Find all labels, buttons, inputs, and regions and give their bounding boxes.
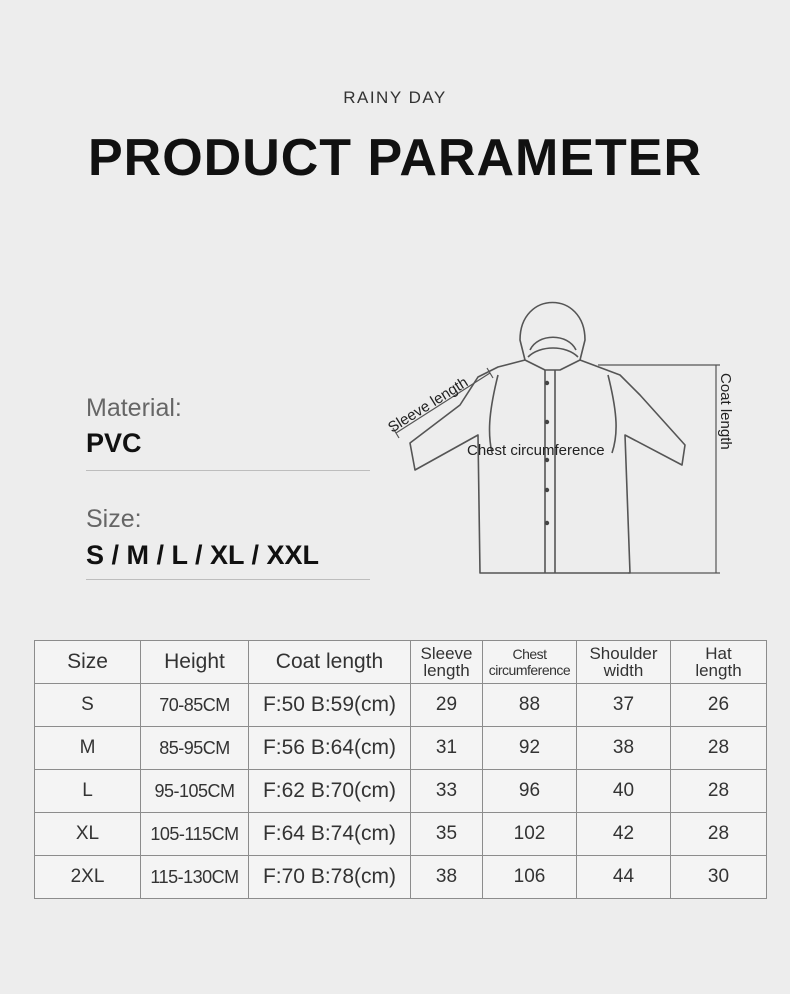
coat-length-label: Coat length bbox=[717, 373, 734, 450]
cell-shoulder: 37 bbox=[577, 684, 671, 727]
header-height: Height bbox=[141, 641, 249, 684]
size-label: Size: bbox=[86, 505, 142, 533]
cell-height: 115-130CM bbox=[141, 856, 249, 899]
material-value: PVC bbox=[86, 428, 142, 458]
header-sleeve-line-1: Sleeve bbox=[420, 644, 473, 663]
page-title: PRODUCT PARAMETER bbox=[87, 129, 703, 187]
cell-size: S bbox=[35, 684, 141, 727]
cell-sleeve-length: 31 bbox=[411, 727, 483, 770]
header-sleeve-line-2: length bbox=[423, 661, 470, 680]
cell-shoulder: 40 bbox=[577, 770, 671, 813]
header-hat-line-1: Hat bbox=[705, 644, 732, 663]
header-size: Size bbox=[35, 641, 141, 684]
cell-size: L bbox=[35, 770, 141, 813]
chest-circumference-label: Chest circumference bbox=[467, 442, 605, 459]
cell-coat-length: F:64 B:74(cm) bbox=[249, 813, 411, 856]
header-chest-circumference bbox=[483, 641, 577, 684]
cell-sleeve-length: 35 bbox=[411, 813, 483, 856]
sleeve-length-label: Sleeve length bbox=[385, 373, 472, 437]
table-header-row bbox=[35, 641, 767, 684]
cell-coat-length: F:56 B:64(cm) bbox=[249, 727, 411, 770]
cell-shoulder: 42 bbox=[577, 813, 671, 856]
cell-sleeve-length: 38 bbox=[411, 856, 483, 899]
cell-height: 70-85CM bbox=[141, 684, 249, 727]
cell-hat-length: 28 bbox=[671, 813, 767, 856]
cell-hat-length: 28 bbox=[671, 770, 767, 813]
cell-chest: 102 bbox=[483, 813, 577, 856]
cell-hat-length: 26 bbox=[671, 684, 767, 727]
spec-divider bbox=[86, 579, 370, 580]
header-shoulder-line-1: Shoulder bbox=[589, 644, 658, 663]
table-row bbox=[35, 770, 767, 813]
cell-height: 95-105CM bbox=[141, 770, 249, 813]
header-hat-line-2: length bbox=[695, 661, 742, 680]
coat-length-measure-line bbox=[598, 365, 720, 573]
header-chest-line-1: Chest bbox=[512, 646, 547, 662]
raincoat-outline-icon bbox=[410, 303, 685, 574]
cell-hat-length: 28 bbox=[671, 727, 767, 770]
cell-coat-length: F:50 B:59(cm) bbox=[249, 684, 411, 727]
table-row bbox=[35, 684, 767, 727]
header-coat-length: Coat length bbox=[249, 641, 411, 684]
header-hat-length bbox=[671, 641, 767, 684]
cell-shoulder: 38 bbox=[577, 727, 671, 770]
cell-height: 85-95CM bbox=[141, 727, 249, 770]
spec-divider bbox=[86, 470, 370, 471]
cell-chest: 88 bbox=[483, 684, 577, 727]
cell-size: M bbox=[35, 727, 141, 770]
cell-coat-length: F:70 B:78(cm) bbox=[249, 856, 411, 899]
cell-sleeve-length: 33 bbox=[411, 770, 483, 813]
cell-size: XL bbox=[35, 813, 141, 856]
cell-chest: 96 bbox=[483, 770, 577, 813]
cell-height: 105-115CM bbox=[141, 813, 249, 856]
raincoat-diagram bbox=[380, 285, 780, 585]
header-chest-line-2: circumference bbox=[488, 662, 571, 678]
cell-coat-length: F:62 B:70(cm) bbox=[249, 770, 411, 813]
cell-chest: 92 bbox=[483, 727, 577, 770]
table-row bbox=[35, 856, 767, 899]
cell-shoulder: 44 bbox=[577, 856, 671, 899]
cell-sleeve-length: 29 bbox=[411, 684, 483, 727]
header-shoulder-line-2: width bbox=[603, 661, 644, 680]
cell-size: 2XL bbox=[35, 856, 141, 899]
table-row bbox=[35, 727, 767, 770]
header-shoulder-width bbox=[577, 641, 671, 684]
table-row bbox=[35, 813, 767, 856]
header-sleeve-length bbox=[411, 641, 483, 684]
page-subtitle: RAINY DAY bbox=[343, 88, 447, 107]
size-value: S / M / L / XL / XXL bbox=[86, 540, 320, 570]
material-label: Material: bbox=[86, 394, 182, 422]
cell-chest: 106 bbox=[483, 856, 577, 899]
size-table bbox=[34, 640, 767, 899]
cell-hat-length: 30 bbox=[671, 856, 767, 899]
